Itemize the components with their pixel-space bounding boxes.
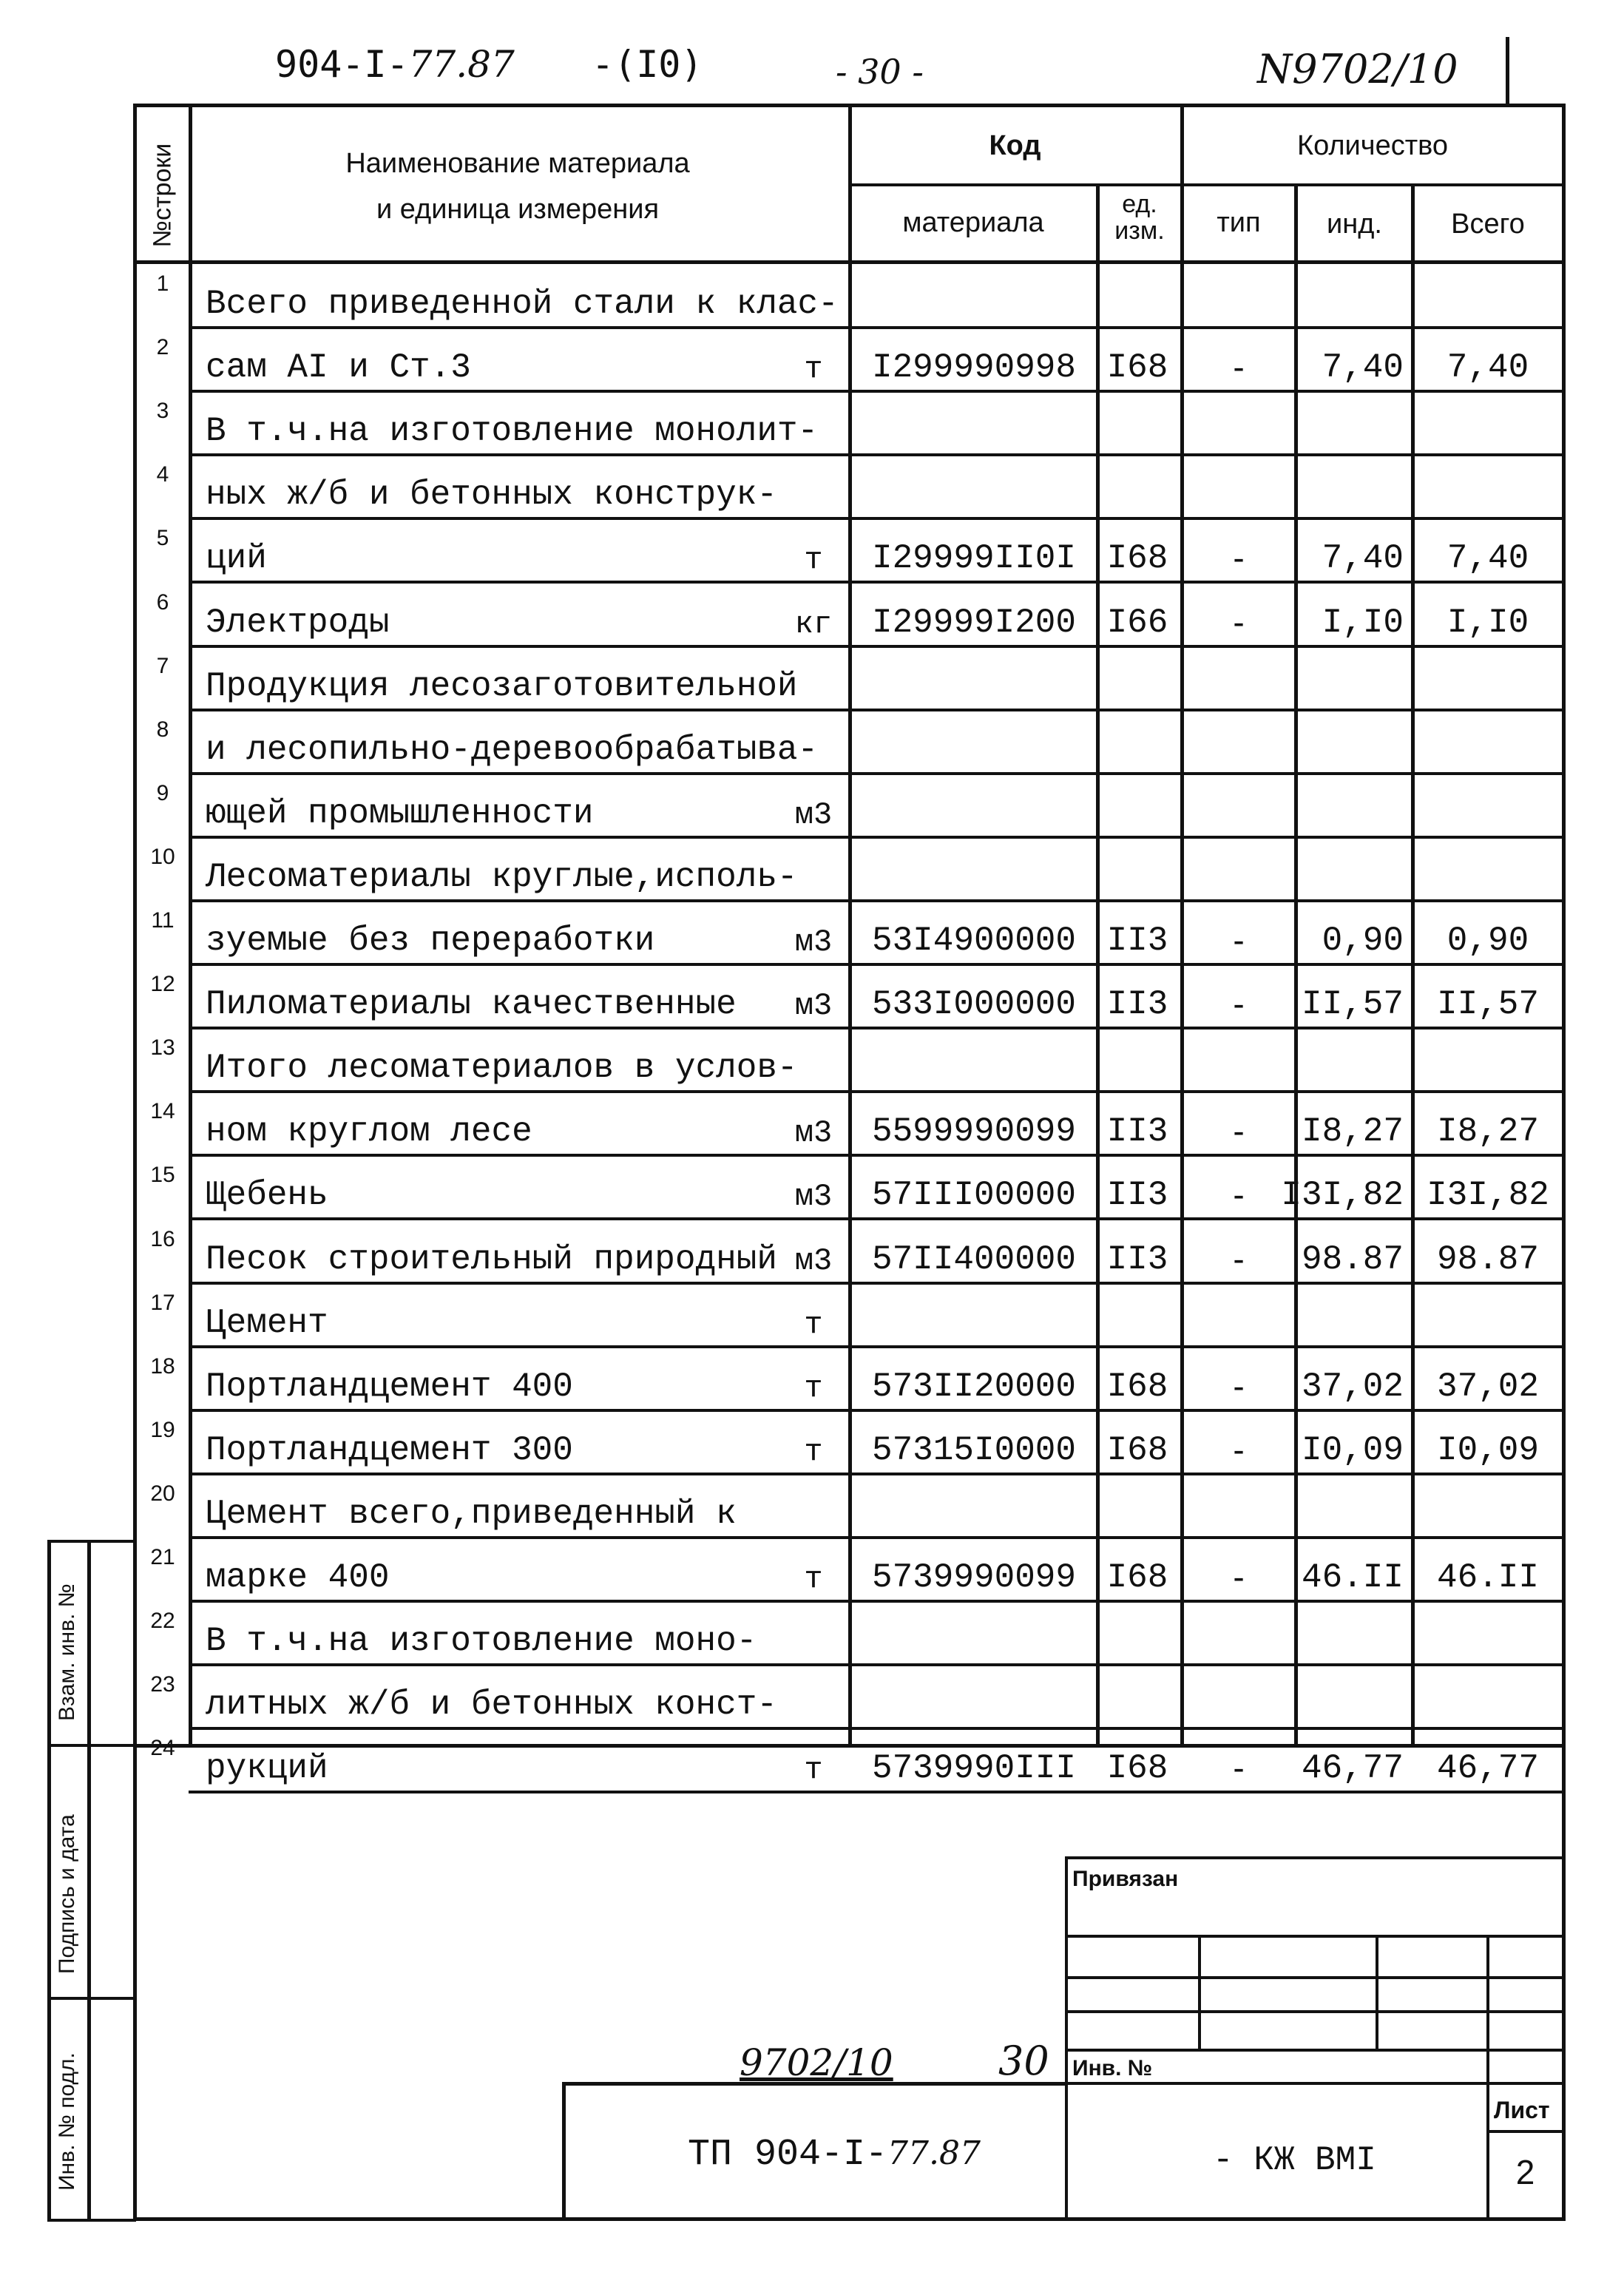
- unit-code: [1096, 774, 1179, 837]
- material-code: 57II400000: [871, 1240, 1077, 1279]
- material-name: Щебень: [206, 1176, 328, 1214]
- qty-total: 0,90: [1447, 922, 1529, 960]
- qty-individual: [1296, 1474, 1407, 1538]
- measure-unit: м3: [794, 797, 833, 833]
- material-name: Электроды: [206, 604, 390, 642]
- row-number: 19: [150, 1418, 175, 1442]
- qty-type: [1183, 1601, 1294, 1665]
- qty-total: [1414, 646, 1562, 710]
- header-corner-line: [1506, 37, 1509, 104]
- qty-total: [1414, 264, 1562, 328]
- material-code: [852, 391, 1096, 455]
- qty-individual: [1296, 264, 1407, 328]
- measure-unit: т: [804, 1752, 823, 1788]
- sheet-code: -(I0): [592, 43, 703, 86]
- material-name: Продукция лесозаготовительной: [206, 667, 798, 706]
- table-row: [0, 583, 1624, 646]
- table-row: [0, 646, 1624, 710]
- qty-individual: [1296, 1601, 1407, 1665]
- qty-individual: [1296, 391, 1407, 455]
- row-number: 23: [150, 1672, 175, 1697]
- qty-total: [1414, 1028, 1562, 1092]
- qty-total: [1414, 1474, 1562, 1538]
- qty-total: [1414, 1601, 1562, 1665]
- qty-individual: II,57: [1301, 985, 1404, 1024]
- qty-total: 7,40: [1447, 539, 1529, 578]
- material-name: Цемент: [206, 1304, 328, 1342]
- row-number: 16: [150, 1227, 175, 1251]
- qty-type: -: [1233, 1112, 1245, 1150]
- material-name: сам AI и Ст.3: [206, 348, 471, 387]
- material-code: 533I000000: [871, 985, 1077, 1024]
- material-name: зуемые без переработки: [206, 922, 655, 960]
- table-row: [0, 1028, 1624, 1092]
- measure-unit: т: [804, 351, 823, 387]
- qty-total: [1414, 1665, 1562, 1728]
- material-name: Песок строительный природный: [206, 1240, 777, 1279]
- qty-individual: [1296, 1665, 1407, 1728]
- table-row: [0, 837, 1624, 901]
- material-code: [852, 646, 1096, 710]
- unit-code: [1096, 1665, 1179, 1728]
- table-row: [0, 1474, 1624, 1538]
- qty-total: [1414, 391, 1562, 455]
- material-code: [852, 1028, 1096, 1092]
- table-row: [0, 391, 1624, 455]
- row-number: 11: [151, 908, 175, 933]
- unit-code: I68: [1106, 348, 1168, 387]
- material-code: [852, 264, 1096, 328]
- qty-total: 7,40: [1447, 348, 1529, 387]
- qty-total: 37,02: [1436, 1367, 1540, 1406]
- measure-unit: [784, 455, 843, 518]
- qty-individual: [1296, 1283, 1407, 1347]
- qty-total: [1414, 774, 1562, 837]
- measure-unit: [784, 1665, 843, 1728]
- unit-code: [1096, 1028, 1179, 1092]
- measure-unit: м3: [794, 1243, 833, 1279]
- material-code: [852, 1283, 1096, 1347]
- document-code: [275, 43, 515, 86]
- row-number: 7: [156, 654, 169, 678]
- material-code: I29999I200: [871, 604, 1077, 642]
- material-name: Пиломатериалы качественные: [206, 985, 737, 1024]
- side-stamp-sign-date: Подпись и дата: [55, 1814, 79, 1974]
- qty-type: [1183, 1474, 1294, 1538]
- qty-individual: 46.II: [1301, 1558, 1404, 1597]
- qty-type: -: [1233, 1367, 1245, 1405]
- material-name: Итого лесоматериалов в услов-: [206, 1049, 798, 1087]
- qty-total: I3I,82: [1427, 1176, 1549, 1214]
- material-code: [852, 455, 1096, 518]
- qty-individual: 0,90: [1322, 922, 1404, 960]
- unit-code: [1096, 391, 1179, 455]
- material-code: 53I4900000: [871, 922, 1077, 960]
- col-header-name-line2: и единица измерения: [376, 194, 660, 225]
- measure-unit: м3: [794, 1115, 833, 1151]
- project-code: [688, 2134, 981, 2176]
- unit-code: I68: [1106, 1431, 1168, 1470]
- measure-unit: т: [804, 1434, 823, 1470]
- table-row: [0, 455, 1624, 518]
- qty-individual: 37,02: [1301, 1367, 1404, 1406]
- row-number: 2: [156, 335, 169, 359]
- measure-unit: [784, 1601, 843, 1665]
- table-row: [0, 1410, 1624, 1474]
- col-header-code-material: материала: [902, 207, 1044, 238]
- row-divider: [189, 1791, 1564, 1793]
- qty-type: -: [1233, 348, 1245, 386]
- measure-unit: м3: [794, 988, 833, 1024]
- qty-individual: 7,40: [1322, 348, 1404, 387]
- qty-individual: [1296, 774, 1407, 837]
- measure-unit: [784, 710, 843, 774]
- unit-code: II3: [1106, 1176, 1168, 1214]
- row-number: 24: [150, 1736, 175, 1760]
- material-code: [852, 1474, 1096, 1538]
- unit-code: [1096, 1474, 1179, 1538]
- table-row: [0, 1665, 1624, 1728]
- measure-unit: т: [804, 1307, 823, 1342]
- qty-type: -: [1233, 1558, 1245, 1596]
- qty-type: -: [1233, 1175, 1245, 1214]
- qty-total: [1414, 837, 1562, 901]
- material-code: I299990998: [871, 348, 1077, 387]
- material-code: [852, 1665, 1096, 1728]
- material-name: Портландцемент 300: [206, 1431, 573, 1470]
- material-name: ном круглом лесе: [206, 1112, 532, 1151]
- qty-individual: [1296, 646, 1407, 710]
- material-code: 57III00000: [871, 1176, 1077, 1214]
- unit-code: I68: [1106, 1367, 1168, 1406]
- side-stamp-replace-inv: Взам. инв. №: [55, 1583, 79, 1721]
- measure-unit: кг: [794, 606, 833, 642]
- unit-code: I68: [1106, 1558, 1168, 1597]
- inv-label: Инв. №: [1072, 2056, 1153, 2080]
- qty-type: -: [1233, 921, 1245, 959]
- qty-total: I,I0: [1447, 604, 1529, 642]
- row-number: 15: [150, 1163, 175, 1187]
- material-name: ющей промышленности: [206, 794, 594, 833]
- qty-individual: [1296, 837, 1407, 901]
- material-name: Всего приведенной стали к клас-: [206, 285, 839, 323]
- qty-total: 98.87: [1436, 1240, 1540, 1279]
- qty-type: [1183, 837, 1294, 901]
- col-header-code-unit: ед. изм.: [1114, 190, 1165, 245]
- measure-unit: т: [804, 1561, 823, 1597]
- table-row: [0, 1601, 1624, 1665]
- table-row: [0, 964, 1624, 1028]
- side-stamp-inv-orig: Инв. № подл.: [55, 2052, 79, 2191]
- qty-total: [1414, 710, 1562, 774]
- doc-code-handwritten: 77.87: [408, 43, 515, 86]
- material-code: I29999II0I: [871, 539, 1077, 578]
- qty-total: I8,27: [1436, 1112, 1540, 1151]
- row-number: 9: [156, 781, 169, 805]
- qty-individual: I3I,82: [1281, 1176, 1404, 1214]
- col-header-qty-total: Всего: [1451, 209, 1525, 240]
- project-code-handwritten: 77.87: [887, 2134, 981, 2172]
- qty-individual: [1296, 710, 1407, 774]
- material-code: 573II20000: [871, 1367, 1077, 1406]
- table-row: [0, 1347, 1624, 1410]
- qty-type: [1183, 1283, 1294, 1347]
- row-number: 12: [150, 972, 175, 996]
- material-name: В т.ч.на изготовление моно-: [206, 1622, 757, 1660]
- material-code: 5599990099: [871, 1112, 1077, 1151]
- unit-code: I68: [1106, 1749, 1168, 1788]
- row-number: 1: [156, 271, 169, 296]
- row-number: 17: [150, 1291, 175, 1315]
- qty-individual: I0,09: [1301, 1431, 1404, 1470]
- col-header-name-line1: Наименование материала: [345, 148, 690, 179]
- qty-type: -: [1233, 538, 1245, 577]
- table-row: [0, 774, 1624, 837]
- qty-total: 46,77: [1436, 1749, 1540, 1788]
- table-row: [0, 1092, 1624, 1155]
- measure-unit: [784, 264, 843, 328]
- unit-code: II3: [1106, 922, 1168, 960]
- sheet-label: Лист: [1494, 2097, 1550, 2123]
- qty-total: [1414, 455, 1562, 518]
- page-number: - 30 -: [836, 52, 924, 92]
- qty-type: -: [1233, 984, 1245, 1023]
- project-code-typed: ТП 904-I-: [688, 2134, 888, 2176]
- row-number: 10: [150, 845, 175, 869]
- unit-code: II3: [1106, 985, 1168, 1024]
- material-code: 5739990III: [871, 1749, 1077, 1788]
- col-header-qty-type: тип: [1217, 207, 1261, 238]
- measure-unit: м3: [794, 924, 833, 960]
- qty-type: -: [1233, 1240, 1245, 1278]
- material-code: [852, 774, 1096, 837]
- unit-code: I66: [1106, 604, 1168, 642]
- row-number: 3: [156, 399, 169, 423]
- qty-individual: [1296, 455, 1407, 518]
- inv-handwritten: 9702/10: [740, 2041, 893, 2084]
- material-name: В т.ч.на изготовление монолит-: [206, 412, 819, 450]
- qty-individual: I,I0: [1322, 604, 1404, 642]
- material-name: Лесоматериалы круглые,исполь-: [206, 858, 798, 896]
- qty-individual: 98.87: [1301, 1240, 1404, 1279]
- material-name: литных ж/б и бетонных конст-: [206, 1686, 777, 1724]
- material-code: [852, 837, 1096, 901]
- row-number: 6: [156, 590, 169, 615]
- measure-unit: [784, 646, 843, 710]
- table-row: [0, 328, 1624, 391]
- row-number: 21: [150, 1545, 175, 1569]
- qty-type: [1183, 264, 1294, 328]
- qty-type: [1183, 1028, 1294, 1092]
- measure-unit: [784, 1028, 843, 1092]
- row-number: 5: [156, 526, 169, 550]
- material-name: Портландцемент 400: [206, 1367, 573, 1406]
- qty-total: I0,09: [1436, 1431, 1540, 1470]
- qty-type: -: [1233, 1748, 1245, 1787]
- row-number: 14: [150, 1099, 175, 1123]
- material-name: марке 400: [206, 1558, 390, 1597]
- material-name: рукций: [206, 1749, 328, 1788]
- material-name: ций: [206, 539, 267, 578]
- table-row: [0, 1220, 1624, 1283]
- material-name: и лесопильно-деревообрабатыва-: [206, 731, 819, 769]
- measure-unit: м3: [794, 1179, 833, 1214]
- row-number: 13: [150, 1035, 175, 1060]
- col-header-code: Код: [989, 130, 1041, 161]
- qty-type: -: [1233, 603, 1245, 641]
- bound-label: Привязан: [1072, 1867, 1179, 1891]
- qty-total: [1414, 1283, 1562, 1347]
- unit-code: II3: [1106, 1112, 1168, 1151]
- qty-type: [1183, 646, 1294, 710]
- unit-code: [1096, 1283, 1179, 1347]
- qty-type: [1183, 710, 1294, 774]
- row-number: 4: [156, 462, 169, 487]
- table-row: [0, 264, 1624, 328]
- material-code: [852, 1601, 1096, 1665]
- archive-number: N9702/10: [1257, 46, 1458, 92]
- unit-code: [1096, 837, 1179, 901]
- unit-code: [1096, 710, 1179, 774]
- unit-code: II3: [1106, 1240, 1168, 1279]
- qty-individual: [1296, 1028, 1407, 1092]
- qty-type: [1183, 391, 1294, 455]
- sheet-number: 2: [1515, 2153, 1535, 2191]
- material-name: ных ж/б и бетонных конструк-: [206, 476, 777, 514]
- measure-unit: т: [804, 542, 823, 578]
- row-number: 22: [150, 1609, 175, 1633]
- qty-individual: 7,40: [1322, 539, 1404, 578]
- col-header-quantity: Количество: [1296, 130, 1449, 161]
- row-number: 8: [156, 717, 169, 742]
- unit-code: [1096, 646, 1179, 710]
- qty-type: -: [1233, 1430, 1245, 1469]
- qty-total: II,57: [1436, 985, 1540, 1024]
- unit-code: I68: [1106, 539, 1168, 578]
- unit-code: [1096, 264, 1179, 328]
- table-row: [0, 901, 1624, 964]
- qty-type: [1183, 774, 1294, 837]
- col-header-rownum: №строки: [148, 143, 177, 248]
- measure-unit: [784, 1474, 843, 1538]
- col-header-qty-ind: инд.: [1327, 209, 1382, 240]
- table-row: [0, 710, 1624, 774]
- row-number: 20: [150, 1481, 175, 1506]
- document-mark: - КЖ ВМI: [1213, 2141, 1376, 2180]
- measure-unit: [784, 837, 843, 901]
- table-row: [0, 518, 1624, 582]
- doc-code-typed: 904-I-: [275, 43, 409, 86]
- table-row: [0, 1155, 1624, 1219]
- material-code: [852, 710, 1096, 774]
- qty-total: 46.II: [1436, 1558, 1540, 1597]
- material-code: 5739990099: [871, 1558, 1077, 1597]
- table-row: [0, 1283, 1624, 1347]
- measure-unit: т: [804, 1370, 823, 1406]
- qty-individual: 46,77: [1301, 1749, 1404, 1788]
- material-name: Цемент всего,приведенный к: [206, 1495, 737, 1533]
- qty-type: [1183, 1665, 1294, 1728]
- page-handwritten: 30: [998, 2038, 1049, 2084]
- qty-individual: I8,27: [1301, 1112, 1404, 1151]
- material-code: 57315I0000: [871, 1431, 1077, 1470]
- qty-type: [1183, 455, 1294, 518]
- table-row: [0, 1538, 1624, 1601]
- row-number: 18: [150, 1354, 175, 1379]
- unit-code: [1096, 1601, 1179, 1665]
- measure-unit: [784, 391, 843, 455]
- table-row: [0, 1728, 1624, 1792]
- unit-code: [1096, 455, 1179, 518]
